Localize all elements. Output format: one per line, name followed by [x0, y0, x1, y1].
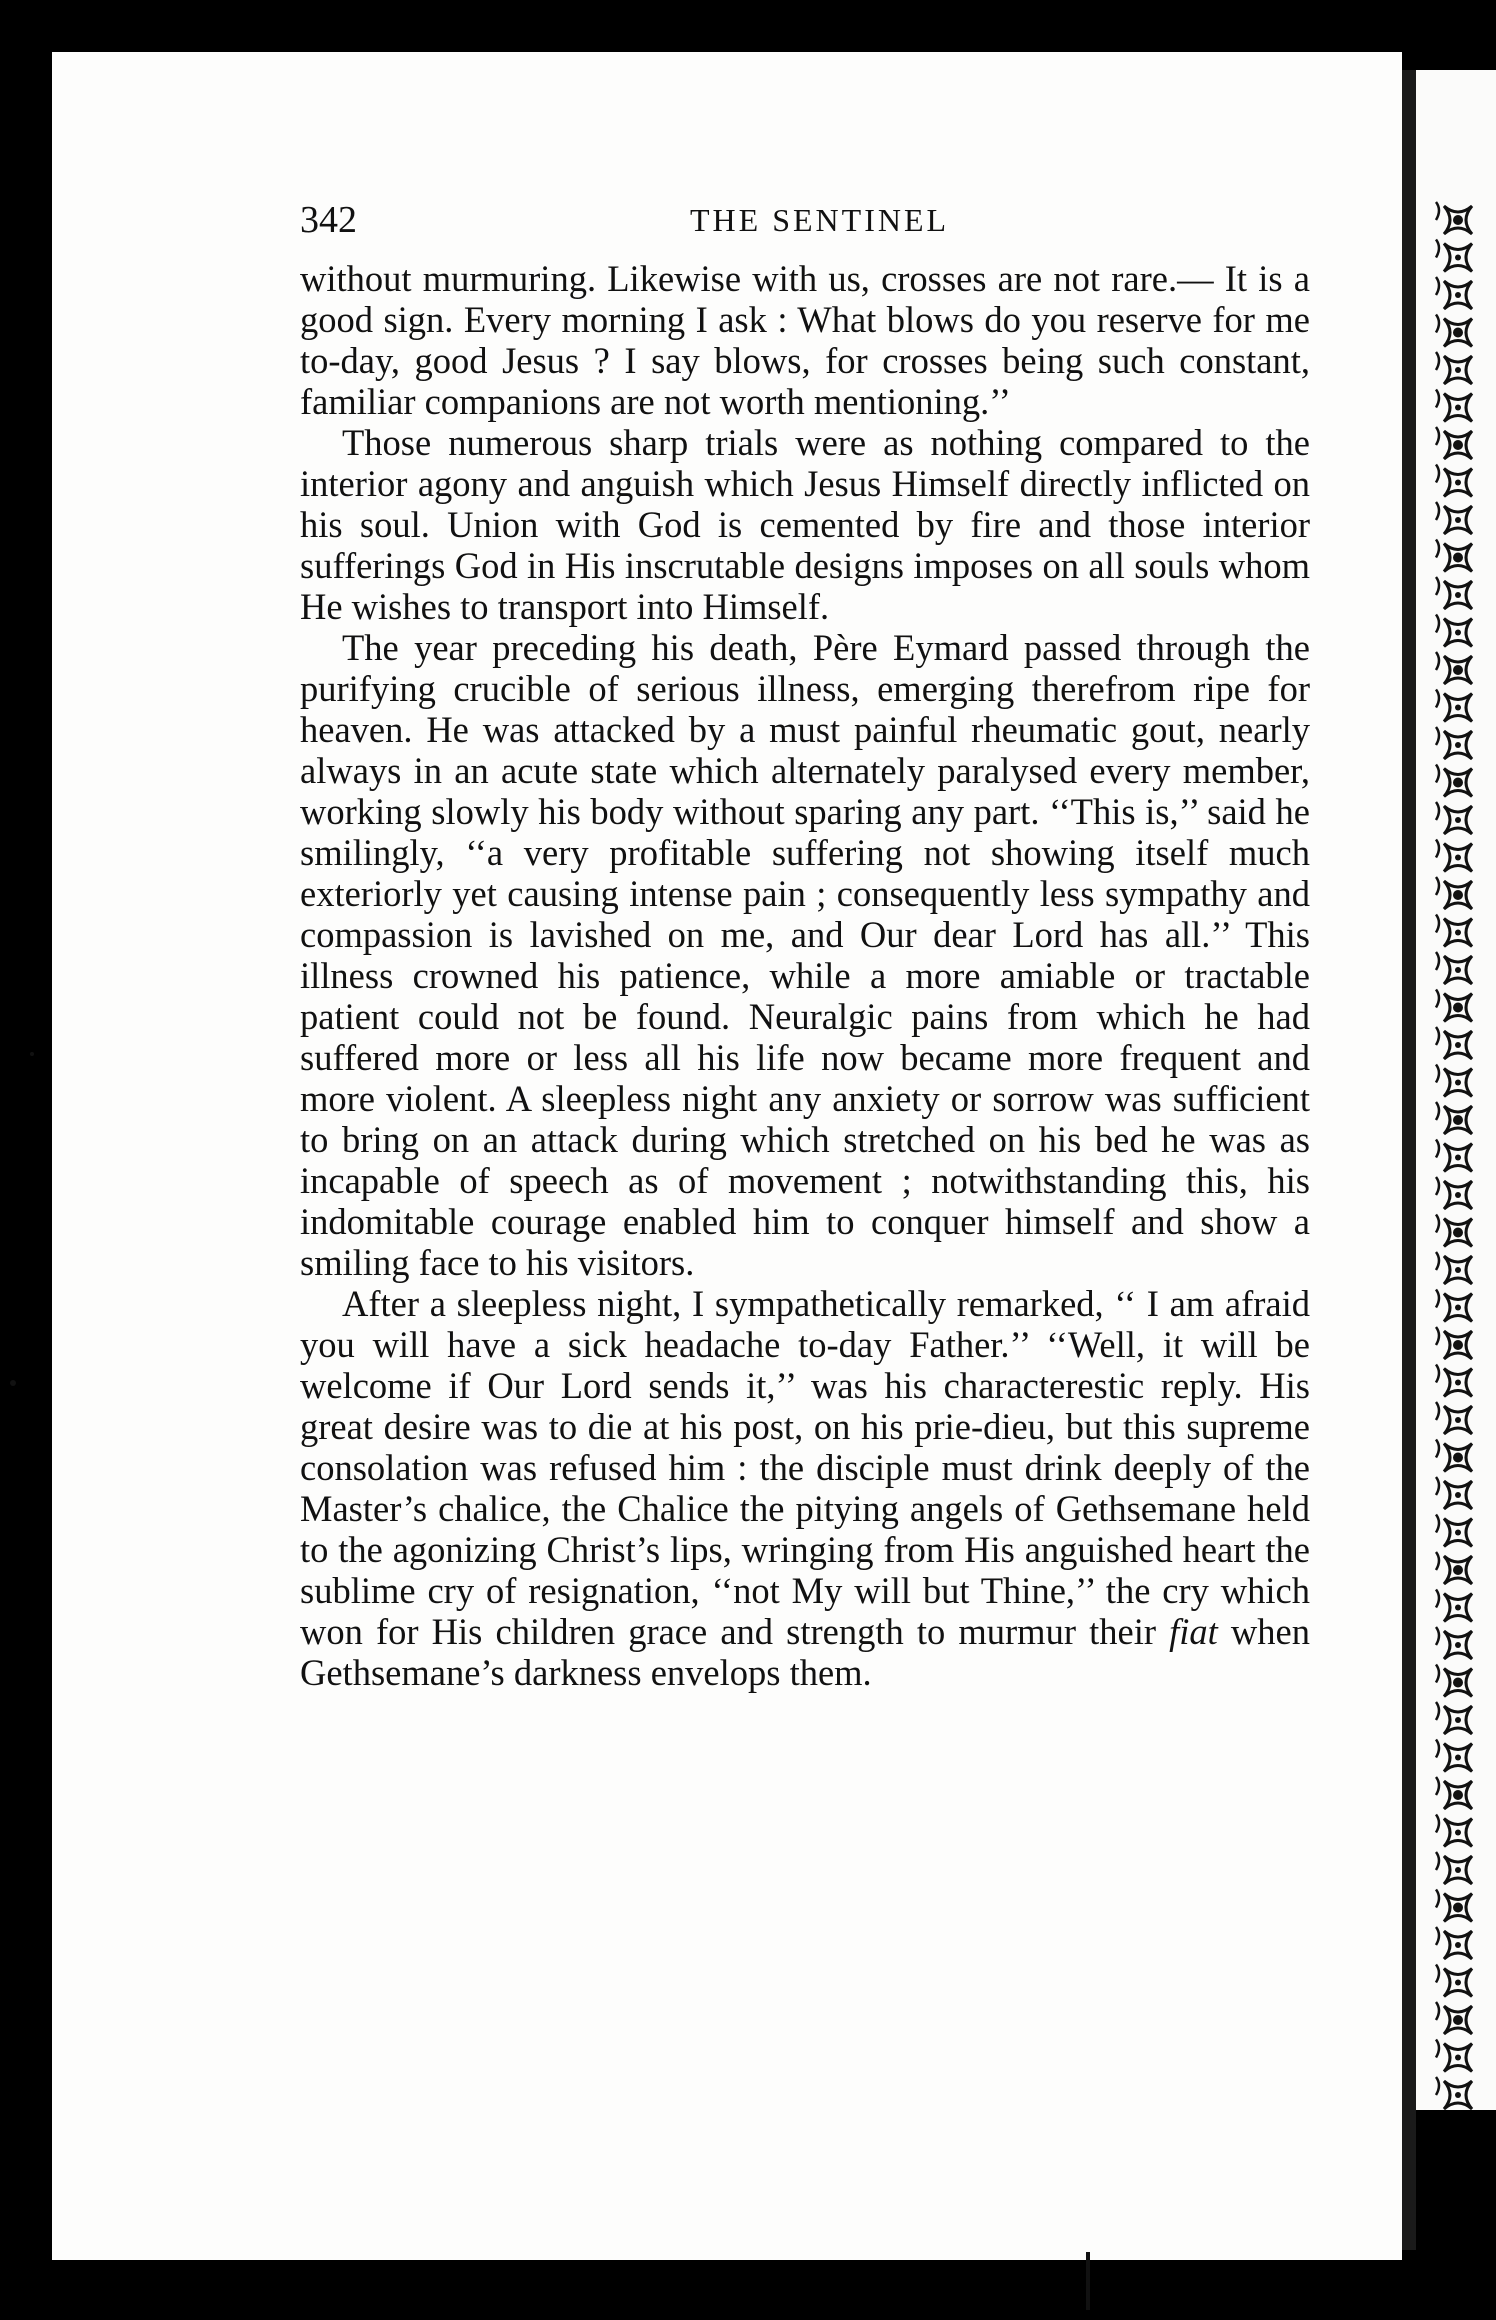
- page-number: 342: [300, 199, 357, 241]
- ornament-motif: [1436, 615, 1472, 647]
- ornament-motif: [1436, 1627, 1472, 1659]
- ornament-motif: [1436, 390, 1472, 422]
- body-text: [300, 258, 1310, 1693]
- ornament-motif: [1436, 1252, 1472, 1284]
- ornament-motif: [1436, 1965, 1472, 1997]
- italic-word-fiat: fiat: [1169, 1611, 1218, 1652]
- ornament-motif: [1436, 727, 1472, 759]
- paragraph-3-text: The year preceding his death, Père Eymard passed through the purifying crucible of serious illness, emerging therefrom ripe for heaven. He was attacked by a must painful rheumatic gout, nearly always in an acute state which alternately paralysed every member, working slowly his body without sparing any part. ‘‘This is,’’ said he smilingly, ‘‘a very profitable suffering not showing itself much exteriorly yet causing intense pain ; consequently less sympathy and compassion is lavished on me, and Our dear Lord has all.’’ This illness crowned his patience, while a more amiable or tractable patient could not be found. Neuralgic pains from which he had suffered more or less all his life now became more frequent and more violent. A sleepless night any anxiety or sorrow was sufficient to bring on an attack during which stretched on his bed he was as incapable of speech as of movement ; notwithstanding this, his indomitable courage enabled him to conquer himself and show a smiling face to his visitors.: [300, 627, 1310, 1283]
- paragraph-1-text: without murmuring. Likewise with us, crosses are not rare.— It is a good sign. Every morning I ask : What blows do you reserve for me to-day, good Jesus ? I say blows, for crosses being such constant, familiar companions are not worth mentioning.’’: [300, 258, 1310, 422]
- ornament-motif: [1436, 277, 1472, 309]
- ornament-motif: [1436, 690, 1472, 722]
- paragraph-2: [300, 422, 1310, 627]
- ornament-motif: [1436, 315, 1472, 347]
- scan-speck: [10, 1380, 16, 1386]
- ornament-motif: [1436, 802, 1472, 834]
- ornament-motif: [1436, 1477, 1472, 1509]
- ornament-motif: [1436, 1365, 1472, 1397]
- ornament-motif: [1436, 502, 1472, 534]
- ornament-motif: [1436, 540, 1472, 572]
- facing-page-ornament-border: [1416, 70, 1496, 2110]
- paragraph-4-text: After a sleepless night, I sympathetically remarked, ‘‘ I am afraid you will have a sick headache to-day Father.’’ ‘‘Well, it will be welcome if Our Lord sends it,’’ was his characterestic reply. His great desire was to die at his post, on his prie-dieu, but this supreme consolation was refused him : the disciple must drink deeply of the Master’s chalice, the Chalice the pitying angels of Gethsemane held to the agonizing Christ’s lips, wringing from His anguished heart the sublime cry of resignation, ‘‘not My will but Thine,’’ the cry which won for His children grace and strength to murmur their: [300, 1283, 1310, 1652]
- ornament-motif: [1436, 1027, 1472, 1059]
- ornament-motif: [1436, 1177, 1472, 1209]
- ornament-motif: [1436, 240, 1472, 272]
- ornament-motif: [1436, 840, 1472, 872]
- paragraph-1: [300, 258, 1310, 422]
- ornament-motif: [1436, 1327, 1472, 1359]
- ornament-motif: [1436, 1440, 1472, 1472]
- ornament-motif: [1436, 427, 1472, 459]
- ornament-motif: [1436, 1777, 1472, 1809]
- ornament-motif: [1436, 1102, 1472, 1134]
- paragraph-3: [300, 627, 1310, 1283]
- ornament-motif: [1436, 352, 1472, 384]
- ornament-motif: [1436, 1815, 1472, 1847]
- running-title: THE SENTINEL: [690, 202, 950, 238]
- book-gutter: [1402, 70, 1416, 2250]
- ornament-motif: [1436, 577, 1472, 609]
- scan-speck: [30, 1052, 34, 1056]
- paragraph-4-text-end: when Gethsemane’s darkness envelops them.: [300, 1611, 1310, 1693]
- ornament-border-graphic: [1416, 70, 1496, 2110]
- paragraph-4: [300, 1283, 1310, 1693]
- ornament-motif: [1436, 465, 1472, 497]
- ornament-motif: [1436, 2040, 1472, 2072]
- page-header: [300, 198, 1320, 244]
- ornament-motif: [1436, 1927, 1472, 1959]
- paragraph-2-text: Those numerous sharp trials were as nothing compared to the interior agony and anguish which Jesus Himself directly inflicted on his soul. Union with God is cemented by fire and those interior sufferings God in His inscrutable designs imposes on all souls whom He wishes to transport into Himself.: [300, 422, 1310, 627]
- scan-speck: [1086, 2252, 1090, 2310]
- ornament-motif: [1436, 2002, 1472, 2034]
- ornament-motif: [1436, 1290, 1472, 1322]
- ornament-motif: [1436, 1890, 1472, 1922]
- ornament-motif: [1436, 1215, 1472, 1247]
- ornament-motif: [1436, 1702, 1472, 1734]
- ornament-motif: [1436, 877, 1472, 909]
- ornament-motif: [1436, 1590, 1472, 1622]
- ornament-motif: [1436, 1665, 1472, 1697]
- ornament-motif: [1436, 1402, 1472, 1434]
- ornament-motif: [1436, 1140, 1472, 1172]
- ornament-motif: [1436, 2077, 1472, 2109]
- ornament-motif: [1436, 1852, 1472, 1884]
- ornament-motif: [1436, 1552, 1472, 1584]
- ornament-motif: [1436, 1065, 1472, 1097]
- ornament-motif: [1436, 1515, 1472, 1547]
- ornament-motif: [1436, 1740, 1472, 1772]
- ornament-motif: [1436, 990, 1472, 1022]
- ornament-motif: [1436, 915, 1472, 947]
- ornament-motif: [1436, 952, 1472, 984]
- ornament-motif: [1436, 652, 1472, 684]
- ornament-motif: [1436, 202, 1472, 234]
- ornament-motif: [1436, 765, 1472, 797]
